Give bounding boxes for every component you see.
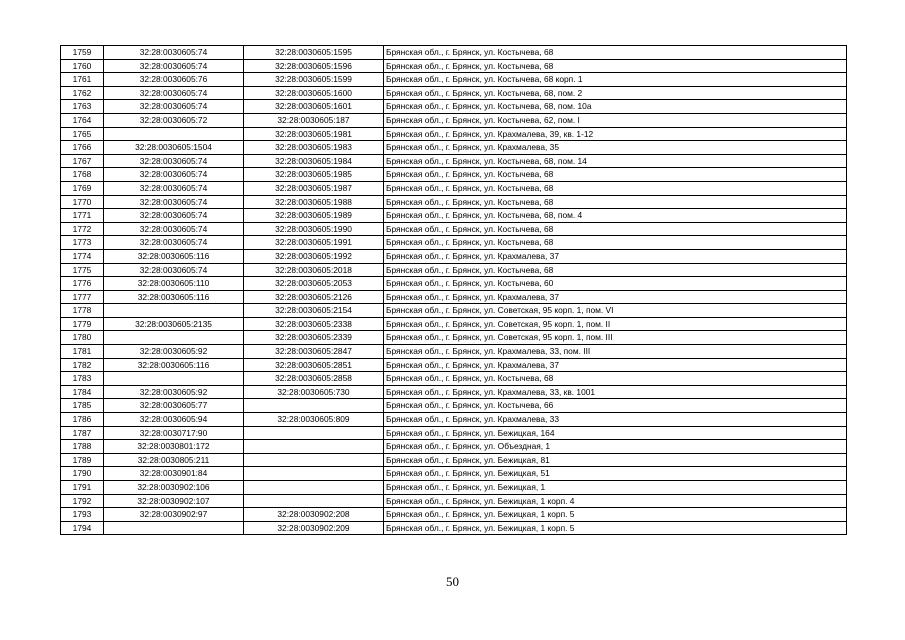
- object-number-cell: 32:28:0030605:1991: [244, 236, 384, 250]
- table-row: [61, 46, 847, 60]
- table-row: [61, 304, 847, 318]
- object-number-cell: 32:28:0030605:1989: [244, 209, 384, 223]
- row-number-cell: 1760: [61, 59, 104, 73]
- row-number-cell: 1759: [61, 46, 104, 60]
- object-number-cell: 32:28:0030605:1600: [244, 86, 384, 100]
- parcel-number-cell: 32:28:0030605:74: [104, 154, 244, 168]
- address-cell: Брянская обл., г. Брянск, ул. Костычева, 68: [384, 181, 847, 195]
- parcel-number-cell: [104, 372, 244, 386]
- parcel-number-cell: 32:28:0030605:116: [104, 358, 244, 372]
- row-number-cell: 1788: [61, 440, 104, 454]
- parcel-number-cell: 32:28:0030605:92: [104, 385, 244, 399]
- parcel-number-cell: [104, 127, 244, 141]
- table-row: [61, 59, 847, 73]
- parcel-number-cell: 32:28:0030605:74: [104, 209, 244, 223]
- parcel-number-cell: 32:28:0030605:94: [104, 413, 244, 427]
- row-number-cell: 1776: [61, 277, 104, 291]
- object-number-cell: 32:28:0030605:187: [244, 113, 384, 127]
- address-cell: Брянская обл., г. Брянск, ул. Крахмалева, 33, кв. 1001: [384, 385, 847, 399]
- object-number-cell: 32:28:0030605:1596: [244, 59, 384, 73]
- address-cell: Брянская обл., г. Брянск, ул. Костычева, 68, пом. 4: [384, 209, 847, 223]
- object-number-cell: 32:28:0030605:1984: [244, 154, 384, 168]
- table-row: [61, 127, 847, 141]
- parcel-number-cell: 32:28:0030605:74: [104, 46, 244, 60]
- address-cell: Брянская обл., г. Брянск, ул. Бежицкая, 1 корп. 4: [384, 494, 847, 508]
- address-cell: Брянская обл., г. Брянск, ул. Костычева, 68: [384, 168, 847, 182]
- parcel-number-cell: 32:28:0030605:77: [104, 399, 244, 413]
- parcel-number-cell: 32:28:0030605:116: [104, 249, 244, 263]
- object-number-cell: [244, 453, 384, 467]
- row-number-cell: 1789: [61, 453, 104, 467]
- table-row: [61, 521, 847, 535]
- parcel-number-cell: 32:28:0030605:76: [104, 73, 244, 87]
- table-row: [61, 440, 847, 454]
- row-number-cell: 1782: [61, 358, 104, 372]
- address-cell: Брянская обл., г. Брянск, ул. Костычева, 68: [384, 195, 847, 209]
- row-number-cell: 1794: [61, 521, 104, 535]
- table-row: [61, 508, 847, 522]
- address-cell: Брянская обл., г. Брянск, ул. Костычева, 68, пом. 10а: [384, 100, 847, 114]
- table-row: [61, 372, 847, 386]
- address-cell: Брянская обл., г. Брянск, ул. Объездная, 1: [384, 440, 847, 454]
- row-number-cell: 1774: [61, 249, 104, 263]
- parcel-number-cell: 32:28:0030717:90: [104, 426, 244, 440]
- object-number-cell: 32:28:0030605:1599: [244, 73, 384, 87]
- address-cell: Брянская обл., г. Брянск, ул. Крахмалева, 37: [384, 249, 847, 263]
- table-row: [61, 345, 847, 359]
- address-cell: Брянская обл., г. Брянск, ул. Костычева, 68: [384, 46, 847, 60]
- object-number-cell: [244, 494, 384, 508]
- table-row: [61, 426, 847, 440]
- parcel-number-cell: 32:28:0030902:106: [104, 481, 244, 495]
- object-number-cell: 32:28:0030605:809: [244, 413, 384, 427]
- table-row: [61, 86, 847, 100]
- row-number-cell: 1792: [61, 494, 104, 508]
- table-row: [61, 317, 847, 331]
- table-row: [61, 154, 847, 168]
- row-number-cell: 1762: [61, 86, 104, 100]
- parcel-number-cell: 32:28:0030605:74: [104, 86, 244, 100]
- parcel-number-cell: 32:28:0030605:74: [104, 195, 244, 209]
- address-cell: Брянская обл., г. Брянск, ул. Костычева, 68, пом. 14: [384, 154, 847, 168]
- address-cell: Брянская обл., г. Брянск, ул. Советская, 95 корп. 1, пом. III: [384, 331, 847, 345]
- object-number-cell: 32:28:0030902:209: [244, 521, 384, 535]
- row-number-cell: 1769: [61, 181, 104, 195]
- address-cell: Брянская обл., г. Брянск, ул. Крахмалева, 37: [384, 290, 847, 304]
- parcel-number-cell: 32:28:0030805:211: [104, 453, 244, 467]
- row-number-cell: 1778: [61, 304, 104, 318]
- parcel-number-cell: [104, 331, 244, 345]
- row-number-cell: 1785: [61, 399, 104, 413]
- address-cell: Брянская обл., г. Брянск, ул. Костычева, 62, пом. I: [384, 113, 847, 127]
- registry-table-body: [61, 46, 847, 535]
- table-row: [61, 453, 847, 467]
- row-number-cell: 1787: [61, 426, 104, 440]
- object-number-cell: [244, 481, 384, 495]
- parcel-number-cell: 32:28:0030605:1504: [104, 141, 244, 155]
- address-cell: Брянская обл., г. Брянск, ул. Бежицкая, 1 корп. 5: [384, 508, 847, 522]
- object-number-cell: [244, 467, 384, 481]
- registry-table: [60, 45, 847, 535]
- address-cell: Брянская обл., г. Брянск, ул. Костычева, 60: [384, 277, 847, 291]
- parcel-number-cell: 32:28:0030605:74: [104, 263, 244, 277]
- address-cell: Брянская обл., г. Брянск, ул. Крахмалева, 37: [384, 358, 847, 372]
- object-number-cell: 32:28:0030605:1601: [244, 100, 384, 114]
- object-number-cell: 32:28:0030605:1988: [244, 195, 384, 209]
- object-number-cell: 32:28:0030605:2126: [244, 290, 384, 304]
- row-number-cell: 1775: [61, 263, 104, 277]
- row-number-cell: 1790: [61, 467, 104, 481]
- parcel-number-cell: 32:28:0030605:74: [104, 181, 244, 195]
- address-cell: Брянская обл., г. Брянск, ул. Советская, 95 корп. 1, пом. II: [384, 317, 847, 331]
- parcel-number-cell: 32:28:0030902:97: [104, 508, 244, 522]
- parcel-number-cell: 32:28:0030901:84: [104, 467, 244, 481]
- object-number-cell: 32:28:0030902:208: [244, 508, 384, 522]
- row-number-cell: 1768: [61, 168, 104, 182]
- row-number-cell: 1791: [61, 481, 104, 495]
- row-number-cell: 1767: [61, 154, 104, 168]
- table-row: [61, 494, 847, 508]
- parcel-number-cell: 32:28:0030605:74: [104, 100, 244, 114]
- parcel-number-cell: 32:28:0030605:74: [104, 168, 244, 182]
- row-number-cell: 1772: [61, 222, 104, 236]
- row-number-cell: 1780: [61, 331, 104, 345]
- object-number-cell: 32:28:0030605:730: [244, 385, 384, 399]
- parcel-number-cell: [104, 304, 244, 318]
- address-cell: Брянская обл., г. Брянск, ул. Крахмалева, 39, кв. 1-12: [384, 127, 847, 141]
- row-number-cell: 1763: [61, 100, 104, 114]
- parcel-number-cell: 32:28:0030605:2135: [104, 317, 244, 331]
- table-row: [61, 236, 847, 250]
- object-number-cell: 32:28:0030605:2858: [244, 372, 384, 386]
- object-number-cell: 32:28:0030605:1985: [244, 168, 384, 182]
- object-number-cell: 32:28:0030605:2847: [244, 345, 384, 359]
- page-number: 50: [446, 574, 459, 589]
- address-cell: Брянская обл., г. Брянск, ул. Костычева, 68: [384, 372, 847, 386]
- table-row: [61, 113, 847, 127]
- table-row: [61, 209, 847, 223]
- address-cell: Брянская обл., г. Брянск, ул. Бежицкая, 81: [384, 453, 847, 467]
- row-number-cell: 1783: [61, 372, 104, 386]
- table-row: [61, 331, 847, 345]
- object-number-cell: 32:28:0030605:1983: [244, 141, 384, 155]
- table-row: [61, 73, 847, 87]
- table-row: [61, 100, 847, 114]
- address-cell: Брянская обл., г. Брянск, ул. Крахмалева, 33, пом. III: [384, 345, 847, 359]
- object-number-cell: 32:28:0030605:2851: [244, 358, 384, 372]
- object-number-cell: 32:28:0030605:1595: [244, 46, 384, 60]
- parcel-number-cell: 32:28:0030605:74: [104, 236, 244, 250]
- table-row: [61, 290, 847, 304]
- row-number-cell: 1784: [61, 385, 104, 399]
- row-number-cell: 1764: [61, 113, 104, 127]
- object-number-cell: 32:28:0030605:2338: [244, 317, 384, 331]
- table-row: [61, 277, 847, 291]
- row-number-cell: 1771: [61, 209, 104, 223]
- address-cell: Брянская обл., г. Брянск, ул. Костычева, 68: [384, 59, 847, 73]
- address-cell: Брянская обл., г. Брянск, ул. Костычева, 68: [384, 263, 847, 277]
- table-row: [61, 181, 847, 195]
- address-cell: Брянская обл., г. Брянск, ул. Костычева, 68 корп. 1: [384, 73, 847, 87]
- row-number-cell: 1761: [61, 73, 104, 87]
- object-number-cell: 32:28:0030605:1987: [244, 181, 384, 195]
- table-row: [61, 249, 847, 263]
- address-cell: Брянская обл., г. Брянск, ул. Костычева, 68: [384, 222, 847, 236]
- table-row: [61, 195, 847, 209]
- row-number-cell: 1793: [61, 508, 104, 522]
- object-number-cell: 32:28:0030605:2018: [244, 263, 384, 277]
- row-number-cell: 1777: [61, 290, 104, 304]
- table-row: [61, 358, 847, 372]
- object-number-cell: [244, 426, 384, 440]
- row-number-cell: 1773: [61, 236, 104, 250]
- object-number-cell: 32:28:0030605:2053: [244, 277, 384, 291]
- parcel-number-cell: 32:28:0030902:107: [104, 494, 244, 508]
- row-number-cell: 1786: [61, 413, 104, 427]
- row-number-cell: 1770: [61, 195, 104, 209]
- address-cell: Брянская обл., г. Брянск, ул. Крахмалева, 35: [384, 141, 847, 155]
- table-row: [61, 399, 847, 413]
- address-cell: Брянская обл., г. Брянск, ул. Крахмалева, 33: [384, 413, 847, 427]
- table-row: [61, 222, 847, 236]
- address-cell: Брянская обл., г. Брянск, ул. Костычева, 68: [384, 236, 847, 250]
- table-row: [61, 385, 847, 399]
- parcel-number-cell: 32:28:0030605:72: [104, 113, 244, 127]
- address-cell: Брянская обл., г. Брянск, ул. Бежицкая, 164: [384, 426, 847, 440]
- object-number-cell: 32:28:0030605:2339: [244, 331, 384, 345]
- address-cell: Брянская обл., г. Брянск, ул. Бежицкая, 1 корп. 5: [384, 521, 847, 535]
- parcel-number-cell: 32:28:0030605:92: [104, 345, 244, 359]
- table-row: [61, 467, 847, 481]
- object-number-cell: 32:28:0030605:1981: [244, 127, 384, 141]
- table-row: [61, 141, 847, 155]
- address-cell: Брянская обл., г. Брянск, ул. Бежицкая, 51: [384, 467, 847, 481]
- parcel-number-cell: 32:28:0030605:110: [104, 277, 244, 291]
- address-cell: Брянская обл., г. Брянск, ул. Костычева, 66: [384, 399, 847, 413]
- row-number-cell: 1765: [61, 127, 104, 141]
- object-number-cell: [244, 440, 384, 454]
- address-cell: Брянская обл., г. Брянск, ул. Костычева, 68, пом. 2: [384, 86, 847, 100]
- object-number-cell: 32:28:0030605:1992: [244, 249, 384, 263]
- parcel-number-cell: 32:28:0030801:172: [104, 440, 244, 454]
- row-number-cell: 1781: [61, 345, 104, 359]
- object-number-cell: [244, 399, 384, 413]
- parcel-number-cell: 32:28:0030605:74: [104, 59, 244, 73]
- table-row: [61, 481, 847, 495]
- parcel-number-cell: 32:28:0030605:116: [104, 290, 244, 304]
- table-row: [61, 263, 847, 277]
- table-row: [61, 168, 847, 182]
- object-number-cell: 32:28:0030605:2154: [244, 304, 384, 318]
- row-number-cell: 1766: [61, 141, 104, 155]
- parcel-number-cell: 32:28:0030605:74: [104, 222, 244, 236]
- table-row: [61, 413, 847, 427]
- row-number-cell: 1779: [61, 317, 104, 331]
- address-cell: Брянская обл., г. Брянск, ул. Советская, 95 корп. 1, пом. VI: [384, 304, 847, 318]
- object-number-cell: 32:28:0030605:1990: [244, 222, 384, 236]
- parcel-number-cell: [104, 521, 244, 535]
- address-cell: Брянская обл., г. Брянск, ул. Бежицкая, 1: [384, 481, 847, 495]
